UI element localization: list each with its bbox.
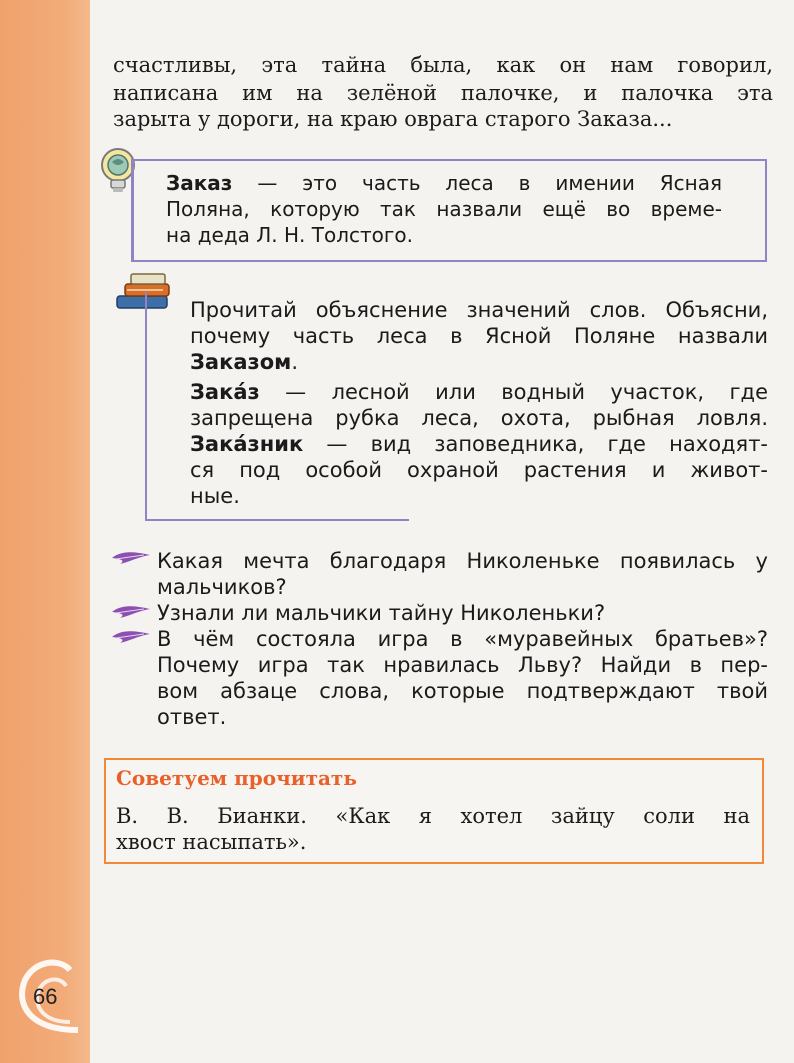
reading-advice-line-2: хвост насыпать». <box>116 830 307 854</box>
definition-2-term: Зака́зник <box>190 432 304 456</box>
page-margin-strip <box>0 0 90 1063</box>
question-3-line-2: Почему игра так нравилась Льву? Найди в пер- <box>157 653 768 677</box>
definition-2-rest: — вид заповедника, где находят- <box>303 432 768 456</box>
task-rule-vertical <box>145 292 147 520</box>
question-feather-icon <box>110 549 152 567</box>
intro-line-1: счастливы, эта тайна была, как он нам говорил, <box>113 53 773 77</box>
question-2-line-1: Узнали ли мальчики тайну Николеньки? <box>157 601 606 625</box>
definition-2-line-1 <box>190 431 768 457</box>
task-term: Заказом <box>190 350 292 374</box>
definition-1-line-1 <box>190 379 768 405</box>
note-line-1 <box>166 170 722 196</box>
definition-1-rest: — лесной или водный участок, где <box>259 380 768 404</box>
question-1-line-2: мальчиков? <box>157 575 287 599</box>
question-1-line-1: Какая мечта благодаря Николеньке появилась у <box>157 549 768 573</box>
reading-advice-title: Советуем прочитать <box>116 766 357 790</box>
page-number: 66 <box>33 984 58 1009</box>
task-line-3-end: . <box>291 350 298 374</box>
note-line-2: Поляна, которую так назвали ещё во време- <box>166 197 722 221</box>
task-rule-horizontal <box>145 519 409 521</box>
reading-advice-line-1: В. В. Бианки. «Как я хотел зайцу соли на <box>116 804 750 828</box>
note-line-1-rest: — это часть леса в имении Ясная <box>232 171 722 195</box>
task-line-3 <box>190 349 768 375</box>
task-line-2: почему часть леса в Ясной Поляне назвали <box>190 324 768 348</box>
question-feather-icon <box>110 628 152 646</box>
books-icon <box>113 270 175 314</box>
task-line-1: Прочитай объяснение значений слов. Объясни, <box>190 298 768 322</box>
question-3-line-3: вом абзаце слова, которые подтверждают твой <box>157 679 768 703</box>
intro-line-2: написана им на зелёной палочке, и палочка эта <box>113 81 773 105</box>
question-3-line-1: В чём состояла игра в «муравейных братьев»? <box>157 627 768 651</box>
definition-2-line-2: ся под особой охраной растения и живот- <box>190 458 768 482</box>
intro-line-3: зарыта у дороги, на краю оврага старого Заказа... <box>113 107 673 131</box>
note-line-3: на деда Л. Н. Толстого. <box>166 223 413 247</box>
definition-1-line-2: запрещена рубка леса, охота, рыбная ловля. <box>190 406 768 430</box>
question-3-line-4: ответ. <box>157 705 227 729</box>
definition-1-term: Зака́з <box>190 380 260 404</box>
note-term: Заказ <box>166 171 233 195</box>
question-feather-icon <box>110 603 152 621</box>
definition-2-line-3: ные. <box>190 484 240 508</box>
